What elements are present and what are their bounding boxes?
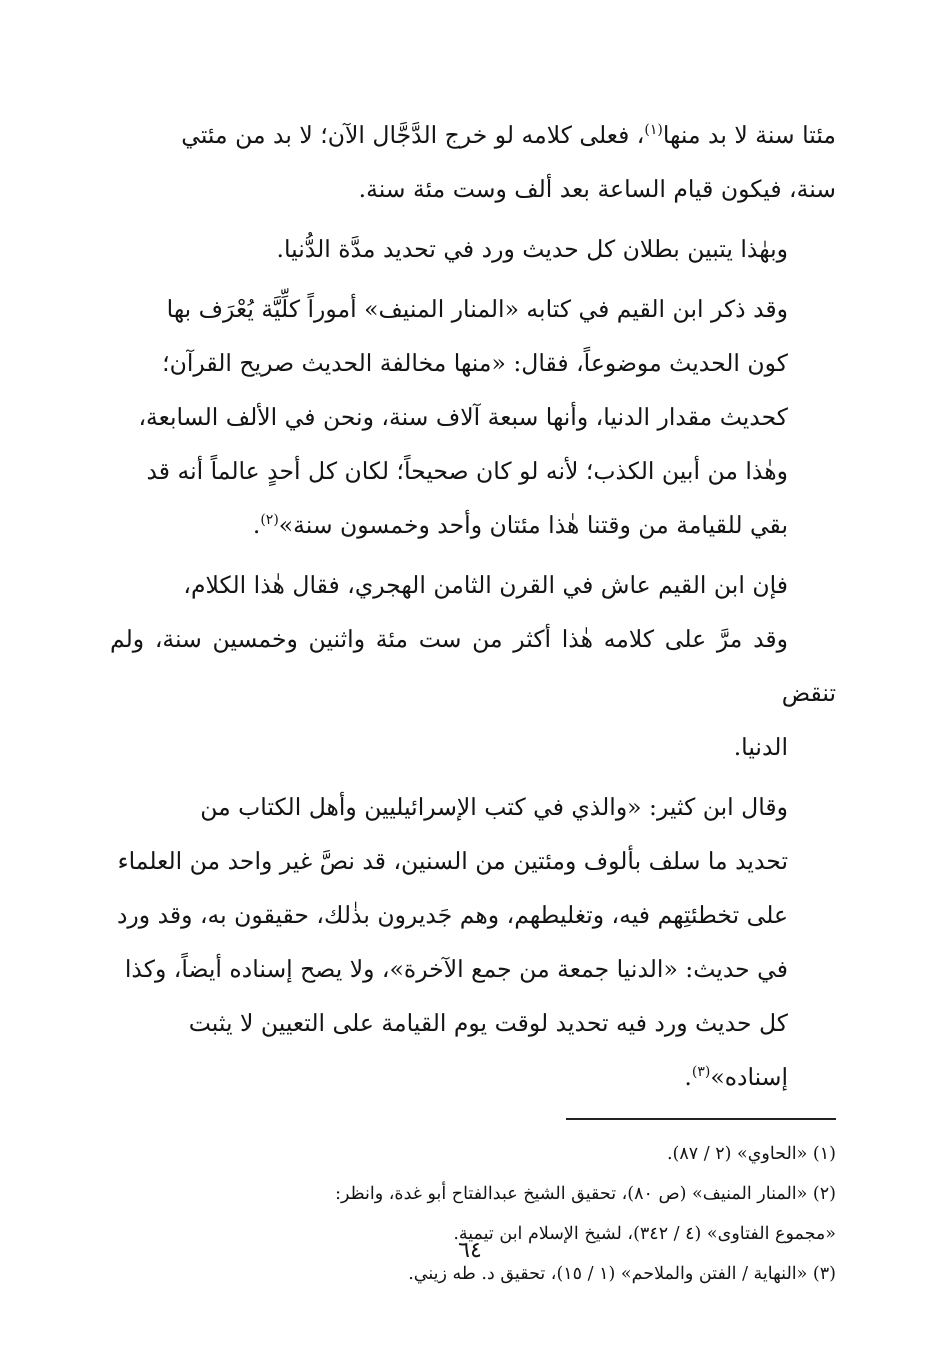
- text-segment: ، فعلى كلامه لو خرج الدَّجَّال الآن؛ لا بد من مئتي: [181, 121, 645, 149]
- footnote-3: (٣) «النهاية / الفتن والملاحم» (١ / ١٥)، تحقيق د. طه زيني.: [408, 1264, 836, 1284]
- paragraph-4-line-1: فإن ابن القيم عاش في القرن الثامن الهجري، فقال هٰذا الكلام،: [183, 571, 788, 599]
- paragraph-1-line-1: [110, 108, 836, 162]
- paragraph-5-line-5: كل حديث ورد فيه تحديد لوقت يوم القيامة على التعيين لا يثبت: [188, 1009, 788, 1037]
- paragraph-3-line-1: وقد ذكر ابن القيم في كتابه «المنار المنيف» أموراً كلِّيَّة يُعْرَف بها: [166, 295, 788, 323]
- text-segment: بقي للقيامة من وقتنا هٰذا مئتان وأحد وخمسون سنة»: [278, 511, 788, 539]
- footnote-reference-2: (٢): [260, 512, 279, 529]
- footnotes: [110, 1134, 836, 1294]
- text-segment: إسناده»: [710, 1063, 788, 1091]
- page-number: ٦٤: [458, 1238, 482, 1263]
- text-segment: .: [684, 1063, 692, 1091]
- footnote-separator: [566, 1118, 836, 1120]
- paragraph-1: [110, 108, 836, 216]
- paragraph-3-line-3: كحديث مقدار الدنيا، وأنها سبعة آلاف سنة، ونحن في الألف السابعة،: [138, 403, 788, 431]
- paragraph-2: وبهٰذا يتبين بطلان كل حديث ورد في تحديد مدَّة الدُّنيا.: [276, 235, 788, 263]
- paragraph-4-line-2: وقد مرَّ على كلامه هٰذا أكثر من ست مئة واثنين وخمسين سنة، ولم تنقض: [110, 625, 836, 707]
- paragraph-4-line-3: الدنيا.: [733, 733, 788, 761]
- footnote-reference-3: (٣): [691, 1064, 711, 1081]
- footnote-1: (١) «الحاوي» (٢ / ٨٧).: [666, 1144, 836, 1164]
- paragraph-5: [110, 780, 836, 1104]
- paragraph-3-line-2: كون الحديث موضوعاً، فقال: «منها مخالفة الحديث صريح القرآن؛: [162, 349, 788, 377]
- paragraph-5-line-4: في حديث: «الدنيا جمعة من جمع الآخرة»، ولا يصح إسناده أيضاً، وكذا: [124, 955, 788, 983]
- paragraph-4: [110, 558, 836, 774]
- text-segment: .: [252, 511, 261, 539]
- footnote-2-line-2: «مجموع الفتاوى» (٤ / ٣٤٢)، لشيخ الإسلام ابن تيمية.: [453, 1224, 836, 1244]
- paragraph-5-line-6: [110, 1050, 836, 1104]
- paragraph-1-line-2: سنة، فيكون قيام الساعة بعد ألف وست مئة سنة.: [358, 175, 836, 203]
- paragraph-5-line-1: وقال ابن كثير: «والذي في كتب الإسرائيليين وأهل الكتاب من: [200, 793, 788, 821]
- paragraph-5-line-2: تحديد ما سلف بألوف ومئتين من السنين، قد نصَّ غير واحد من العلماء: [117, 847, 788, 875]
- footnote-2-line-1: (٢) «المنار المنيف» (ص ٨٠)، تحقيق الشيخ عبدالفتاح أبو غدة، وانظر:: [335, 1184, 836, 1204]
- paragraph-3-line-4: وهٰذا من أبين الكذب؛ لأنه لو كان صحيحاً؛ لكان كل أحدٍ عالماً أنه قد: [146, 457, 788, 485]
- page-content: [110, 108, 836, 1294]
- paragraph-3: [110, 282, 836, 552]
- text-segment: مئتا سنة لا بد منها: [662, 121, 836, 149]
- paragraph-3-line-5: [110, 498, 836, 552]
- footnote-reference-1: (١): [644, 122, 663, 139]
- paragraph-5-line-3: على تخطئتِهم فيه، وتغليطهم، وهم جَديرون بذٰلك، حقيقون به، وقد ورد: [116, 901, 788, 929]
